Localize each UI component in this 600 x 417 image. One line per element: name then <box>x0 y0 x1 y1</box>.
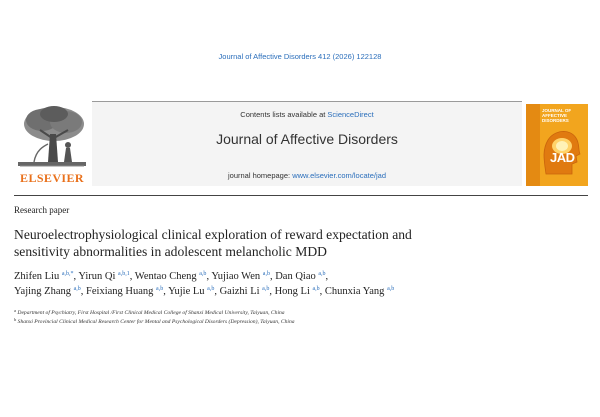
author-name[interactable]: Hong Li <box>274 286 310 297</box>
elsevier-tree-icon <box>14 104 90 172</box>
author-affiliation-marks[interactable]: a,b <box>73 286 81 292</box>
contents-line <box>92 110 522 119</box>
author-name[interactable]: Yirun Qi <box>78 271 116 282</box>
article-title-line: Neuroelectrophysiological clinical exploration of reward expectation and <box>14 227 412 242</box>
author-name[interactable]: Yajing Zhang <box>14 286 71 297</box>
author-separator: , <box>73 271 79 282</box>
cover-title <box>542 108 586 123</box>
author-name[interactable]: Wentao Cheng <box>134 271 197 282</box>
journal-cover[interactable] <box>526 104 588 186</box>
author-name[interactable]: Yujiao Wen <box>211 271 261 282</box>
author[interactable] <box>211 271 270 282</box>
author-separator: , <box>325 271 329 282</box>
article-type: Research paper <box>14 205 70 215</box>
author[interactable] <box>86 286 163 297</box>
author[interactable] <box>275 271 325 282</box>
author-affiliation-marks[interactable]: a,b,* <box>61 271 74 277</box>
author[interactable] <box>14 286 81 297</box>
journal-masthead <box>14 101 588 189</box>
article-title <box>14 226 594 260</box>
author-separator: , <box>163 286 169 297</box>
article-title-line: sensitivity abnormalities in adolescent melancholic MDD <box>14 244 327 259</box>
author-affiliation-marks[interactable]: a,b <box>156 286 164 292</box>
author-separator: , <box>129 271 135 282</box>
author-line <box>14 269 594 284</box>
author-affiliation-marks[interactable]: a,b <box>207 286 215 292</box>
author-name[interactable]: Zhifen Liu <box>14 271 60 282</box>
elsevier-wordmark: ELSEVIER <box>20 171 84 185</box>
author-list <box>14 269 594 299</box>
author-separator: , <box>206 271 212 282</box>
affiliation-mark: a <box>14 308 16 313</box>
journal-name[interactable]: Journal of Affective Disorders <box>216 131 398 147</box>
author[interactable] <box>220 286 270 297</box>
author-name[interactable]: Dan Qiao <box>275 271 316 282</box>
sciencedirect-link[interactable]: ScienceDirect <box>327 110 374 119</box>
author-affiliation-marks[interactable]: a,b <box>262 271 270 277</box>
journal-citation[interactable]: Journal of Affective Disorders 412 (2026) 122128 <box>218 52 382 61</box>
author-separator: , <box>269 286 275 297</box>
author-separator: , <box>269 271 276 282</box>
author[interactable] <box>135 271 207 282</box>
affiliation <box>14 318 594 327</box>
elsevier-logo[interactable] <box>14 104 90 186</box>
author-name[interactable]: Feixiang Huang <box>86 286 154 297</box>
author[interactable] <box>78 271 129 282</box>
cover-logo-text: JAD <box>550 150 575 165</box>
author-affiliation-marks[interactable]: a,b <box>318 271 326 277</box>
cover-title-line1: JOURNAL OF <box>542 108 572 113</box>
author[interactable] <box>168 286 214 297</box>
author[interactable] <box>275 286 320 297</box>
contents-prefix: Contents lists available at <box>240 110 328 119</box>
author-separator: , <box>214 286 220 297</box>
homepage-line <box>92 171 522 180</box>
homepage-prefix: journal homepage: <box>227 171 293 180</box>
author-affiliation-marks[interactable]: a,b <box>199 271 207 277</box>
affiliation-text: Department of Psychiatry, First Hospital /First Clinical Medical College of Shanxi Medical University, Taiyuan, China <box>17 310 285 316</box>
author-affiliation-marks[interactable]: a,b,1 <box>118 271 130 277</box>
author-affiliation-marks[interactable]: a,b <box>387 286 395 292</box>
author-name[interactable]: Gaizhi Li <box>219 286 260 297</box>
author-name[interactable]: Chunxia Yang <box>324 286 385 297</box>
masthead-center-panel <box>92 102 522 186</box>
affiliation-list <box>14 309 594 326</box>
author-line <box>14 284 594 299</box>
author-separator: , <box>80 286 87 297</box>
author-affiliation-marks[interactable]: a,b <box>312 286 320 292</box>
journal-homepage-link[interactable]: www.elsevier.com/locate/jad <box>292 171 386 180</box>
masthead-bottom-rule <box>14 195 588 196</box>
author[interactable] <box>14 271 74 282</box>
affiliation <box>14 309 594 318</box>
affiliation-mark: b <box>14 316 17 322</box>
author-separator: , <box>319 286 325 297</box>
author-name[interactable]: Yujie Lu <box>168 286 205 297</box>
author[interactable] <box>325 286 394 297</box>
affiliation-text: Shanxi Provincial Clinical Medical Research Center for Mental and Psychological Disorders (Depression), Taiyuan, China <box>17 318 295 325</box>
cover-title-line2: AFFECTIVE DISORDERS <box>542 113 569 123</box>
author-affiliation-marks[interactable]: a,b <box>262 286 270 292</box>
